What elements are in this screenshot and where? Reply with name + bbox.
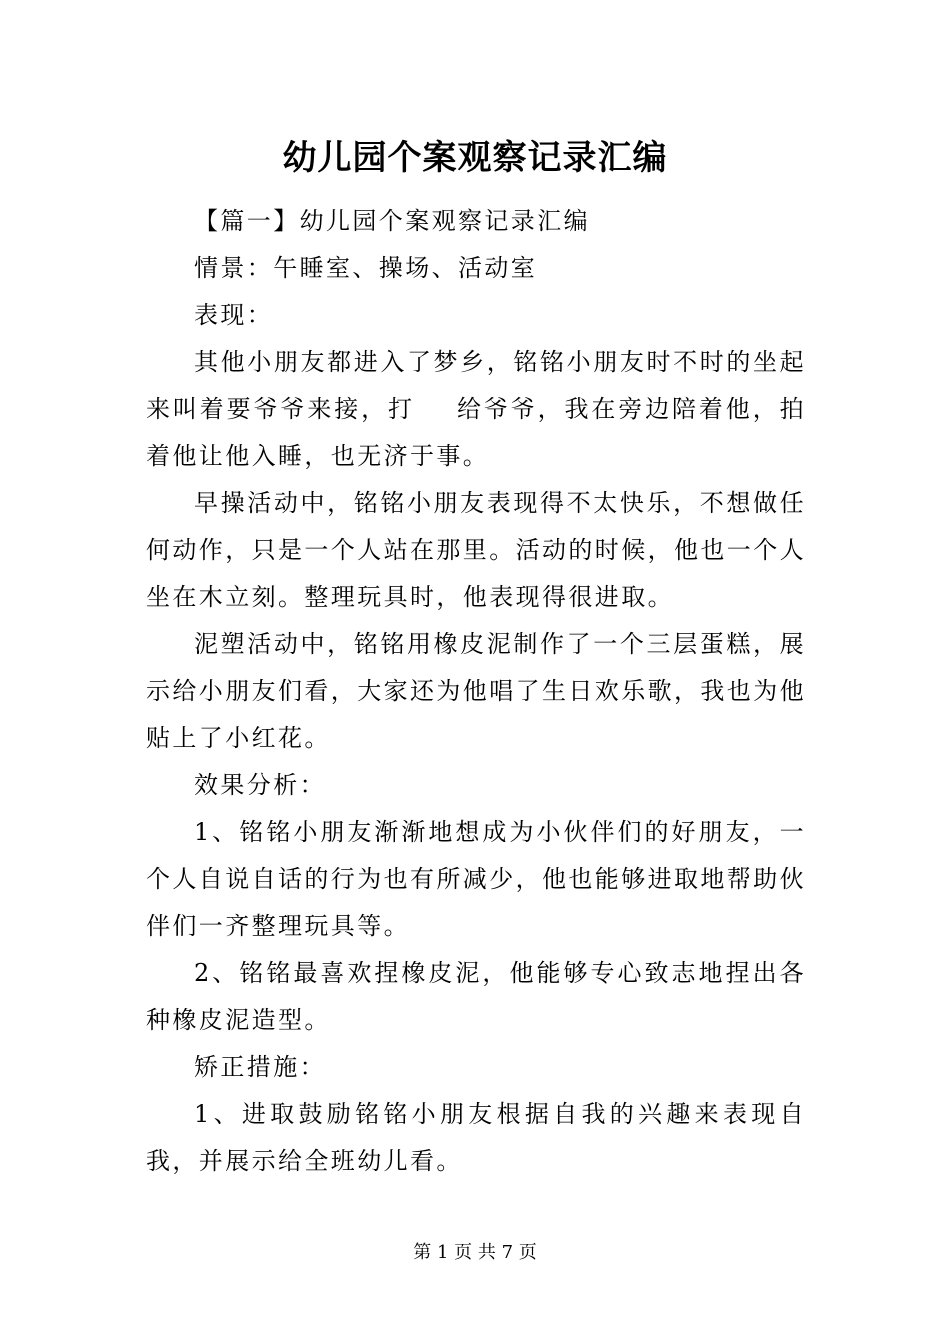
paragraph-nap: 其他小朋友都进入了梦乡，铭铭小朋友时不时的坐起来叫着要爷爷来接，打 给爷爷，我在旁边陪着他，拍着他让他入睡，也无济于事。: [146, 348, 806, 470]
paragraph-performance-label: 表现：: [194, 301, 274, 329]
paragraph-measures-1: 1、进取鼓励铭铭小朋友根据自我的兴趣来表现自我，并展示给全班幼儿看。: [146, 1100, 806, 1175]
paragraph-scene: 情景：午睡室、操场、活动室: [194, 254, 538, 282]
paragraph-measures-label: 矫正措施：: [194, 1053, 326, 1081]
paragraph-morning-exercise: 早操活动中，铭铭小朋友表现得不太快乐，不想做任何动作，只是一个人站在那里。活动的时候，他也一个人坐在木立刻。整理玩具时，他表现得很进取。: [146, 489, 806, 611]
page-footer: 第 1 页 共 7 页: [413, 1242, 537, 1263]
paragraph-clay-activity: 泥塑活动中，铭铭用橡皮泥制作了一个三层蛋糕，展示给小朋友们看，大家还为他唱了生日欢乐歌，我也为他贴上了小红花。: [146, 630, 806, 752]
paragraph-analysis-2: 2、铭铭最喜欢捏橡皮泥，他能够专心致志地捏出各种橡皮泥造型。: [146, 959, 806, 1034]
paragraph-analysis-label: 效果分析：: [194, 771, 326, 799]
document-title: 幼儿园个案观察记录汇编: [282, 138, 668, 178]
document-body: [146, 198, 806, 1185]
section-heading: 【篇一】幼儿园个案观察记录汇编: [194, 207, 590, 235]
paragraph-analysis-1: 1、铭铭小朋友渐渐地想成为小伙伴们的好朋友，一个人自说自话的行为也有所减少，他也能够进取地帮助伙伴们一齐整理玩具等。: [146, 818, 806, 940]
